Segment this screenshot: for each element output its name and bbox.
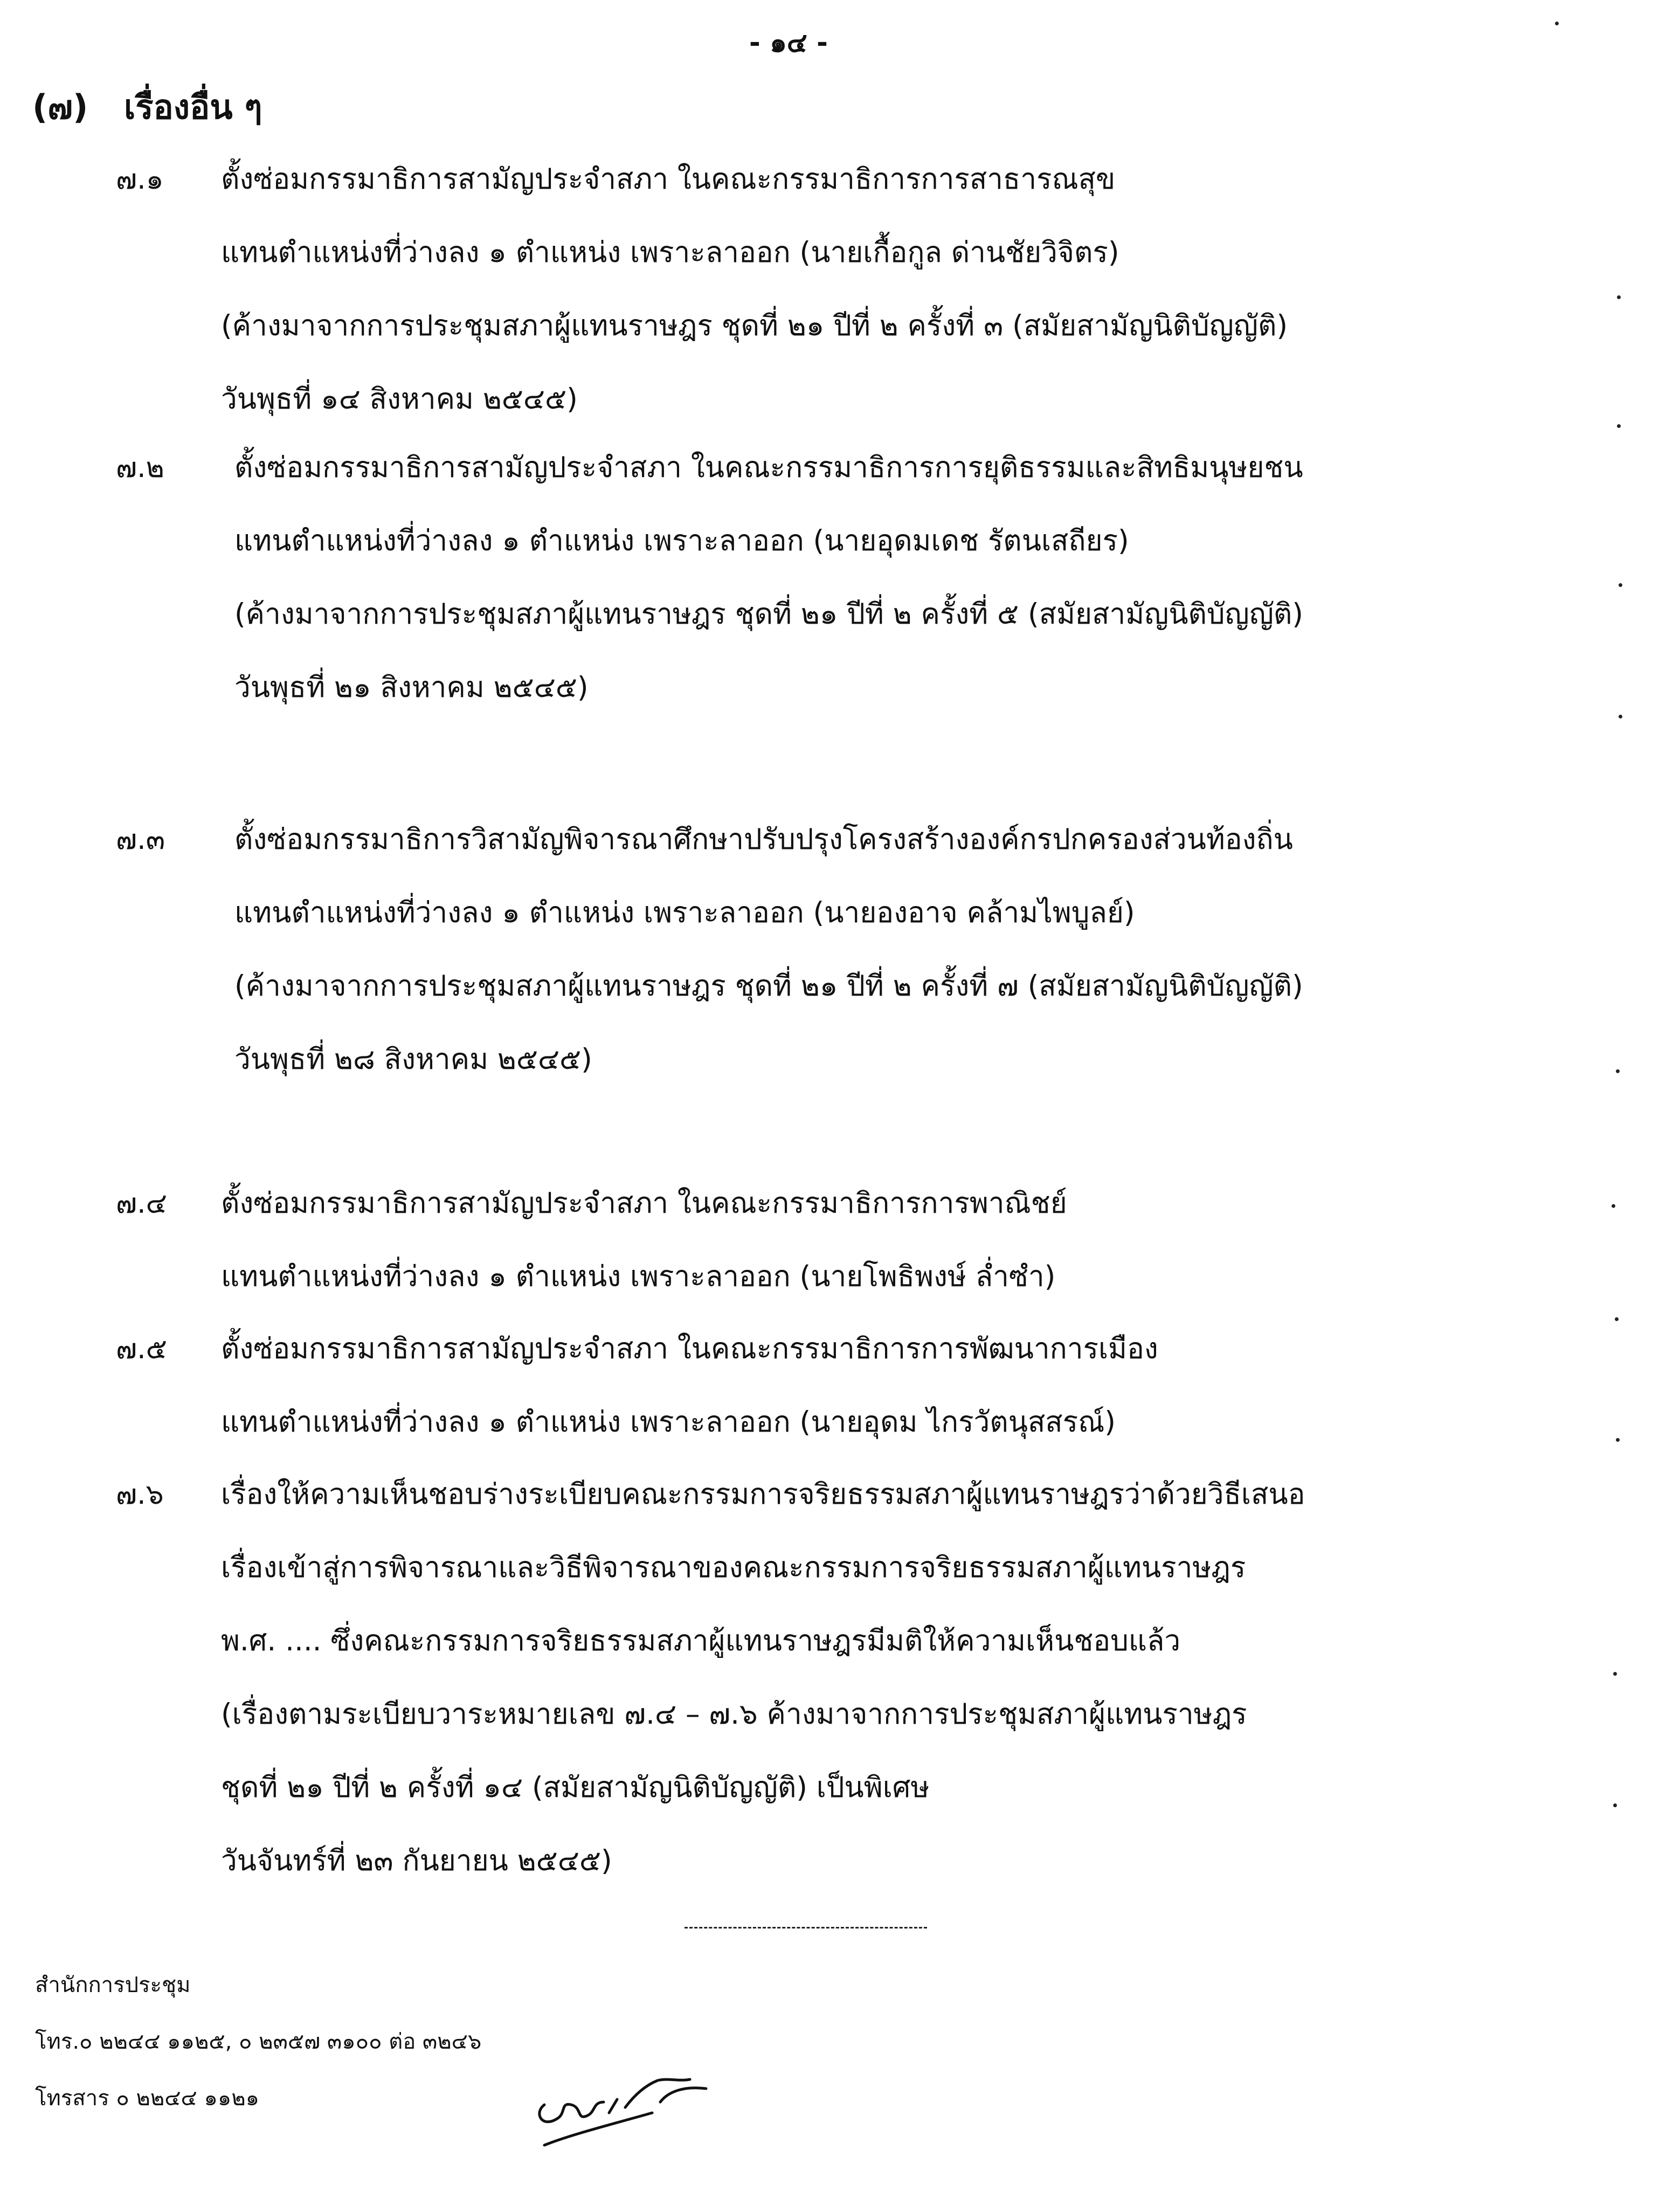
item-line: พ.ศ. .... ซึ่งคณะกรรมการจริยธรรมสภาผู้แทนราษฎรมีมติให้ความเห็นชอบแล้ว [221, 1625, 1181, 1657]
agenda-item [116, 1326, 1582, 1444]
item-line: ตั้งซ่อมกรรมาธิการสามัญประจำสภา ในคณะกรรมาธิการการยุติธรรมและสิทธิมนุษยชน [234, 451, 1303, 484]
item-line: วันพุธที่ ๒๘ สิงหาคม ๒๕๔๕) [234, 1043, 592, 1076]
page-number: - ๑๔ - [749, 27, 828, 58]
item-line: ตั้งซ่อมกรรมาธิการสามัญประจำสภา ในคณะกรรมาธิการการพัฒนาการเมือง [221, 1332, 1158, 1365]
item-line: แทนตำแหน่งที่ว่างลง ๑ ตำแหน่ง เพราะลาออก (นายองอาจ คล้ามไพบูลย์) [234, 896, 1135, 929]
scan-mark [1613, 1672, 1617, 1676]
item-line: (เรื่องตามระเบียบวาระหมายเลข ๗.๔ – ๗.๖ ค้างมาจากการประชุมสภาผู้แทนราษฎร [221, 1698, 1247, 1731]
scan-mark [1617, 295, 1621, 299]
item-number: ๗.๖ [116, 1478, 164, 1511]
item-number: ๗.๕ [116, 1333, 167, 1365]
handwritten-signature [528, 2048, 728, 2156]
section-number: (๗) [32, 87, 88, 127]
item-line: วันพุธที่ ๑๔ สิงหาคม ๒๕๔๕) [221, 383, 578, 416]
item-line: แทนตำแหน่งที่ว่างลง ๑ ตำแหน่ง เพราะลาออก (นายอุดมเดช รัตนเสถียร) [234, 524, 1129, 557]
scan-mark [1619, 715, 1622, 718]
item-line: แทนตำแหน่งที่ว่างลง ๑ ตำแหน่ง เพราะลาออก (นายอุดม ไกรวัตนุสสรณ์) [221, 1406, 1116, 1439]
section-heading [32, 81, 262, 134]
item-line: (ค้างมาจากการประชุมสภาผู้แทนราษฎร ชุดที่ ๒๑ ปีที่ ๒ ครั้งที่ ๕ (สมัยสามัญนิติบัญญัติ) [234, 598, 1303, 631]
item-line: แทนตำแหน่งที่ว่างลง ๑ ตำแหน่ง เพราะลาออก (นายโพธิพงษ์ ล่ำซำ) [221, 1260, 1056, 1293]
agenda-item [116, 156, 1582, 415]
item-number: ๗.๔ [116, 1187, 167, 1220]
item-line: เรื่องเข้าสู่การพิจารณาและวิธีพิจารณาของคณะกรรมการจริยธรรมสภาผู้แทนราษฎร [221, 1551, 1246, 1584]
item-line: (ค้างมาจากการประชุมสภาผู้แทนราษฎร ชุดที่ ๒๑ ปีที่ ๒ ครั้งที่ ๗ (สมัยสามัญนิติบัญญัติ) [234, 970, 1303, 1003]
item-number: ๗.๑ [116, 163, 164, 196]
divider [685, 1927, 927, 1928]
item-line: วันจันทร์ที่ ๒๓ กันยายน ๒๕๔๕) [221, 1844, 612, 1877]
scan-mark [1617, 424, 1621, 428]
scan-mark [1616, 1069, 1620, 1073]
scan-mark [1619, 583, 1622, 587]
item-line: วันพุธที่ ๒๑ สิงหาคม ๒๕๔๕) [234, 671, 589, 704]
item-line: ตั้งซ่อมกรรมาธิการวิสามัญพิจารณาศึกษาปรับปรุงโครงสร้างองค์กรปกครองส่วนท้องถิ่น [234, 823, 1293, 856]
scan-mark [1616, 1438, 1620, 1442]
footer-phone: โทร.๐ ๒๒๔๔ ๑๑๒๕, ๐ ๒๓๕๗ ๓๑๐๐ ต่อ ๓๒๔๖ [35, 2029, 482, 2054]
scan-mark [1615, 1317, 1619, 1321]
agenda-item [116, 1180, 1582, 1299]
item-line: (ค้างมาจากการประชุมสภาผู้แทนราษฎร ชุดที่ ๒๑ ปีที่ ๒ ครั้งที่ ๓ (สมัยสามัญนิติบัญญัติ) [221, 309, 1288, 342]
agenda-item [116, 817, 1582, 1075]
item-line: ตั้งซ่อมกรรมาธิการสามัญประจำสภา ในคณะกรรมาธิการการสาธารณสุข [221, 163, 1116, 196]
scan-mark [1613, 1803, 1617, 1807]
scan-mark [1612, 1204, 1615, 1208]
scan-mark [1555, 22, 1559, 25]
footer-fax: โทรสาร ๐ ๒๒๔๔ ๑๑๒๑ [35, 2086, 260, 2111]
item-line: เรื่องให้ความเห็นชอบร่างระเบียบคณะกรรมการจริยธรรมสภาผู้แทนราษฎรว่าด้วยวิธีเสนอ [221, 1478, 1305, 1511]
item-number: ๗.๓ [116, 824, 165, 856]
item-line: แทนตำแหน่งที่ว่างลง ๑ ตำแหน่ง เพราะลาออก (นายเกื้อกูล ด่านชัยวิจิตร) [221, 236, 1119, 269]
footer-office: สำนักการประชุม [35, 1973, 191, 1997]
item-number: ๗.๒ [116, 452, 164, 484]
section-title: เรื่องอื่น ๆ [124, 87, 262, 127]
agenda-item [116, 1471, 1582, 1892]
agenda-item [116, 445, 1582, 703]
item-line: ตั้งซ่อมกรรมาธิการสามัญประจำสภา ในคณะกรรมาธิการการพาณิชย์ [221, 1187, 1067, 1220]
item-line: ชุดที่ ๒๑ ปีที่ ๒ ครั้งที่ ๑๔ (สมัยสามัญนิติบัญญัติ) เป็นพิเศษ [221, 1771, 930, 1804]
